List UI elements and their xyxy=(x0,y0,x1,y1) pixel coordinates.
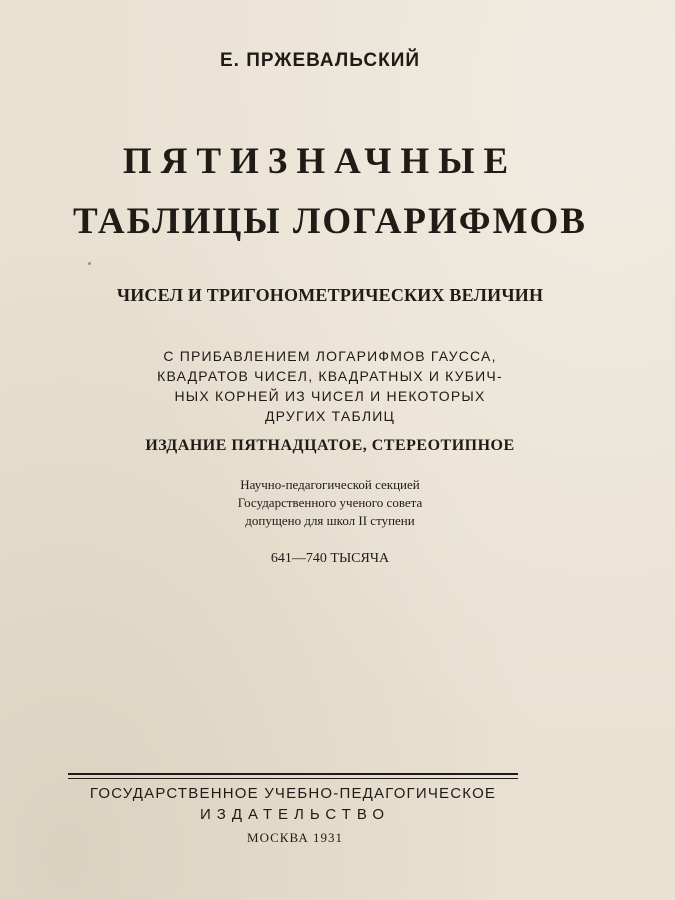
appendix-line: КВАДРАТОВ ЧИСЕЛ, КВАДРАТНЫХ И КУБИЧ- xyxy=(157,368,503,384)
appendix-description xyxy=(120,346,540,426)
place-and-year: МОСКВА 1931 xyxy=(247,830,343,845)
approval-line: Научно-педагогической секцией xyxy=(240,477,420,492)
publisher-rule-thin xyxy=(68,778,518,779)
publisher-name-2: ИЗДАТЕЛЬСТВО xyxy=(199,806,391,823)
title-line-2: ТАБЛИЦЫ ЛОГАРИФМОВ xyxy=(73,201,587,242)
appendix-line: С ПРИБАВЛЕНИЕМ ЛОГАРИФМОВ ГАУССА, xyxy=(163,348,497,364)
edition-note: ИЗДАНИЕ ПЯТНАДЦАТОЕ, СТЕРЕОТИПНОЕ xyxy=(145,437,515,454)
approval-line: Государственного ученого совета xyxy=(237,495,423,510)
approval-note xyxy=(150,476,510,530)
appendix-line: ДРУГИХ ТАБЛИЦ xyxy=(264,408,396,424)
author-name: Е. ПРЖЕВАЛЬСКИЙ xyxy=(219,50,421,71)
publisher-name: ГОСУДАРСТВЕННОЕ УЧЕБНО-ПЕДАГОГИЧЕСКОЕ xyxy=(89,785,497,802)
approval-line: допущено для школ II ступени xyxy=(245,513,415,528)
publisher-rule-thick xyxy=(68,773,518,775)
appendix-line: НЫХ КОРНЕЙ ИЗ ЧИСЕЛ И НЕКОТОРЫХ xyxy=(174,388,486,404)
subtitle: ЧИСЕЛ И ТРИГОНОМЕТРИЧЕСКИХ ВЕЛИЧИН xyxy=(116,285,544,305)
print-run: 641—740 ТЫСЯЧА xyxy=(270,551,390,566)
title-line-1: ПЯТИЗНАЧНЫЕ xyxy=(122,141,518,182)
paper-speck xyxy=(88,262,91,265)
